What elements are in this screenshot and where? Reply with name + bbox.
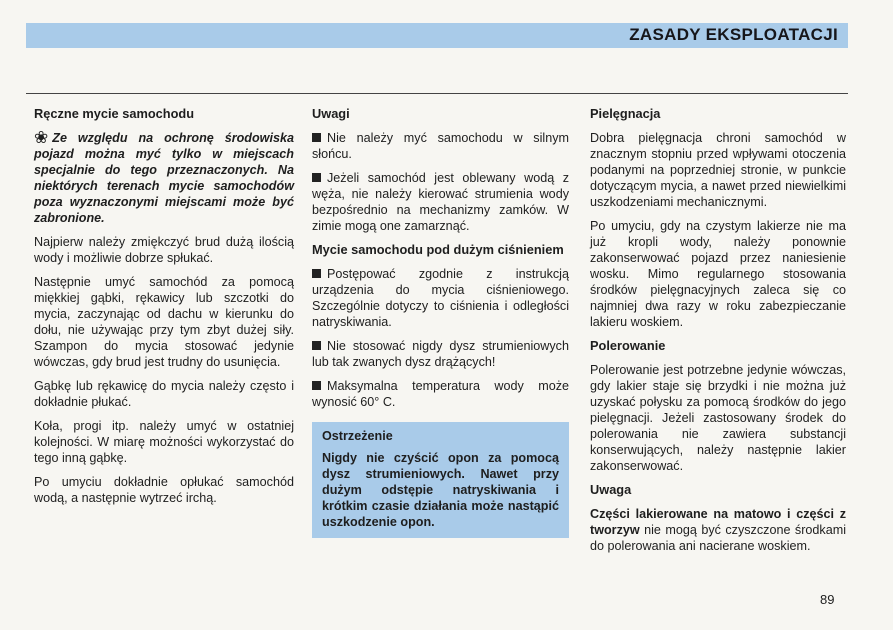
heading-care: Pielęgnacja: [590, 106, 661, 121]
paragraph-matte-parts: Części lakierowane na matowo i części z tworzyw nie mogą być czyszczone środkami do polerowania ani nacierane woskiem.: [590, 507, 846, 553]
paragraph-polishing: Polerowanie jest potrzebne jedynie wówczas, gdy lakier staje się brzydki i nie można już uzyskać połysku za pomocą środków do jego pielęgnacji. Jeżeli zastosowany środek do polerowania nie zawiera substancji konserwujących, należy następnie lakier zakonserwować.: [590, 363, 846, 473]
environment-note-text: Ze względu na ochronę środowiska pojazd można myć tylko w miejscach specjalnie do tego przeznaczonych. Na niektórych terenach mycie samochodów poza wyznaczonymi miejscami może być zabronione.: [34, 131, 294, 225]
bullet-item: Nie należy myć samochodu w silnym słońcu.: [312, 131, 569, 161]
column-care-polishing: [590, 100, 846, 562]
paragraph-soften-dirt: Najpierw należy zmiękczyć brud dużą ilością wody i możliwie dobrze spłukać.: [34, 235, 294, 265]
paragraph-care: Dobra pielęgnacja chroni samochód w znacznym stopniu przed wpływami otoczenia podanymi na poprzedniej stronie, w punkcie dotyczącym mycia, a nawet przed niewielkimi uszkodzeniami mechanicznymi.: [590, 131, 846, 209]
bullet-square-icon: [312, 133, 321, 142]
section-title: ZASADY EKSPLOATACJI: [629, 25, 838, 44]
heading-notes: Uwagi: [312, 106, 350, 121]
heading-note: Uwaga: [590, 482, 632, 497]
bullet-square-icon: [312, 173, 321, 182]
warning-text: Nigdy nie czyścić opon za pomocą dysz strumieniowych. Nawet przy dużym odstępie natryskiwania i krótkim czasie działania może nastąpić uszkodzenie opon.: [322, 451, 559, 529]
bullet-item: Nie stosować nigdy dysz strumieniowych lub tak zwanych dysz drążących!: [312, 339, 569, 369]
paragraph-wash-procedure: Następnie umyć samochód za pomocą miękkiej gąbki, rękawicy lub szczotki do mycia, zaczynając od dachu w kierunku do dołu, nie używając przy tym zbyt dużej siły. Szampon do mycia stosować jedynie wówczas, gdy brud jest trudny do usunięcia.: [34, 275, 294, 369]
heading-hand-washing: Ręczne mycie samochodu: [34, 106, 195, 121]
paragraph-waxing: Po umyciu, gdy na czystym lakierze nie ma już kropli wody, należy ponownie zakonserwować pojazd przez naniesienie wosku. Mimo regularnego stosowania środków pielęgnacyjnych zaleca się co najmniej dwa razy w roku zabezpieczanie lakieru woskiem.: [590, 219, 846, 329]
heading-polishing: Polerowanie: [590, 338, 666, 353]
bullet-square-icon: [312, 269, 321, 278]
paragraph-rinse-sponge: Gąbkę lub rękawicę do mycia należy często i dokładnie płukać.: [34, 379, 294, 409]
heading-pressure-washing: Mycie samochodu pod dużym ciśnieniem: [312, 242, 564, 257]
section-header-band: [26, 23, 848, 48]
warning-title: Ostrzeżenie: [322, 429, 393, 443]
paragraph-rinse-dry: Po umyciu dokładnie opłukać samochód wodą, a następnie wytrzeć irchą.: [34, 475, 294, 505]
column-notes-pressure-washing: [312, 100, 569, 538]
flower-icon: ❀: [34, 128, 49, 147]
paragraph-wheels-last: Koła, progi itp. należy umyć w ostatniej kolejności. W miarę możności wykorzystać do tego inną gąbkę.: [34, 419, 294, 465]
bullet-square-icon: [312, 341, 321, 350]
environment-note: [34, 130, 294, 226]
bullet-square-icon: [312, 381, 321, 390]
header-divider: [26, 93, 848, 94]
warning-box: [312, 422, 569, 538]
bullet-item: Maksymalna temperatura wody może wynosić 60° C.: [312, 379, 569, 409]
column-hand-washing: [34, 100, 294, 514]
bullet-item: Jeżeli samochód jest oblewany wodą z węża, nie należy kierować strumienia wody bezpośrednio na mechanizmy zamków. W zimie mogą one zamarznąć.: [312, 171, 569, 233]
matte-parts-emphasis: Części lakierowane na matowo i części z tworzyw: [590, 507, 846, 537]
bullet-item: Postępować zgodnie z instrukcją urządzenia do mycia ciśnieniowego. Szczególnie dotyczy to ciśnienia i odległości natryskiwania.: [312, 267, 569, 329]
page-number: 89: [820, 592, 835, 607]
